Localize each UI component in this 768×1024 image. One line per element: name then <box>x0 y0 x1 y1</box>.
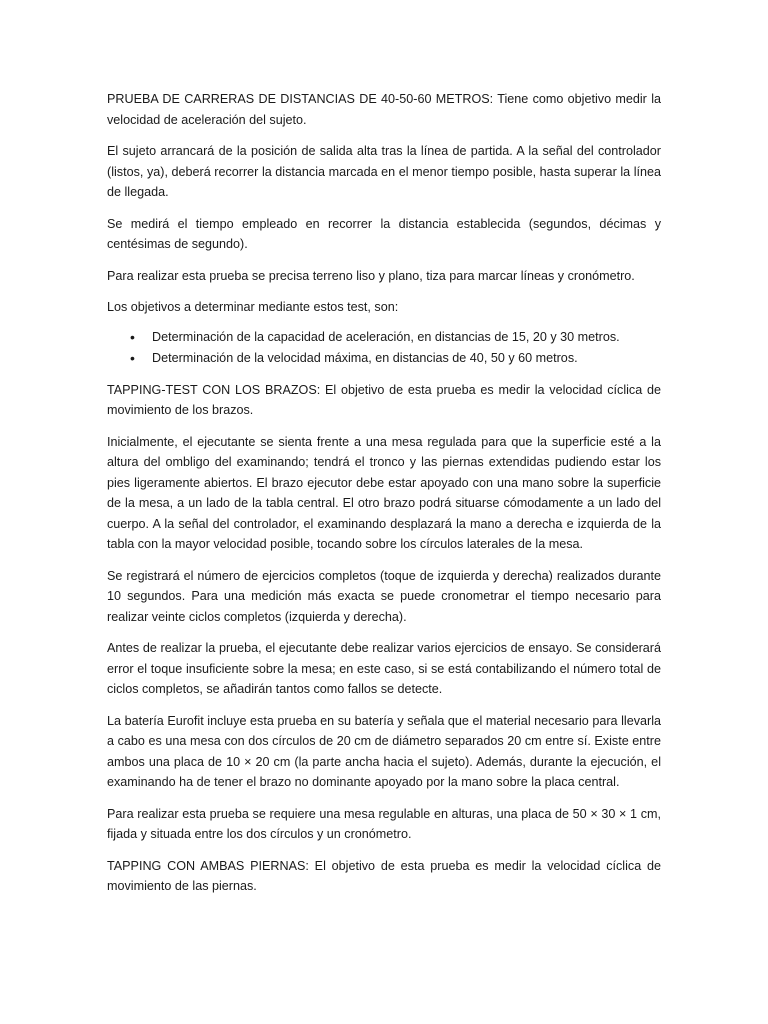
document-page <box>107 89 661 908</box>
paragraph-objectives-intro: Los objetivos a determinar mediante estos test, son: <box>107 300 399 314</box>
paragraph-eurofit: La batería Eurofit incluye esta prueba en su batería y señala que el material necesario para llevarla a cabo es una mesa con dos círculos de 20 cm de diámetro separados 20 cm entre sí. Existe entre ambos una placa de 10 × 20 cm (la parte ancha hacia el sujeto). Además, durante la ejecución, el examinando ha de tener el brazo no dominante apoyado por la mano sobre la placa central. <box>107 713 661 789</box>
list-item-text: Determinación de la capacidad de aceleración, en distancias de 15, 20 y 30 metros. <box>152 329 620 344</box>
paragraph-sprint-materials: Para realizar esta prueba se precisa terreno liso y plano, tiza para marcar líneas y cronómetro. <box>107 268 635 283</box>
paragraph-sprint-title: PRUEBA DE CARRERAS DE DISTANCIAS DE 40-50-60 METROS: Tiene como objetivo medir la velocidad de aceleración del sujeto. <box>107 92 661 127</box>
paragraph-tapping-arms-trials: Antes de realizar la prueba, el ejecutante debe realizar varios ejercicios de ensayo. Se considerará error el toque insuficiente sobre la mesa; en este caso, si se está contabilizando el número total de ciclos completos, se añadirán tantos como fallos se detecte. <box>107 641 661 696</box>
list-item <box>107 327 661 348</box>
list-item <box>107 348 661 369</box>
objectives-list <box>107 327 661 369</box>
paragraph-sprint-timing: Se medirá el tiempo empleado en recorrer la distancia establecida (segundos, décimas y centésimas de segundo). <box>107 216 661 251</box>
paragraph-tapping-arms-record: Se registrará el número de ejercicios completos (toque de izquierda y derecha) realizados durante 10 segundos. Para una medición más exacta se puede cronometrar el tiempo necesario para realizar veinte ciclos completos (izquierda y derecha). <box>107 568 661 624</box>
paragraph-tapping-arms-position: Inicialmente, el ejecutante se sienta frente a una mesa regulada para que la superficie esté a la altura del ombligo del examinando; tendrá el tronco y las piernas extendidas pudiendo estar los pies ligeramente abiertos. El brazo ejecutor debe estar apoyado con una mano sobre la superficie de la mesa, a un lado de la tabla central. El otro brazo podrá situarse cómodamente a un lado del cuerpo. A la señal del controlador, el examinando desplazará la mano a derecha e izquierda de la tabla con la mayor velocidad posible, tocando sobre los círculos laterales de la mesa. <box>107 434 661 551</box>
paragraph-sprint-start: El sujeto arrancará de la posición de salida alta tras la línea de partida. A la señal del controlador (listos, ya), deberá recorrer la distancia marcada en el menor tiempo posible, hasta superar la línea de llegada. <box>107 144 661 199</box>
paragraph-tapping-arms-title: TAPPING-TEST CON LOS BRAZOS: El objetivo de esta prueba es medir la velocidad cíclica de movimiento de los brazos. <box>107 382 661 417</box>
paragraph-tapping-legs-title: TAPPING CON AMBAS PIERNAS: El objetivo de esta prueba es medir la velocidad cíclica de movimiento de las piernas. <box>107 858 661 893</box>
bullet-icon: • <box>130 349 135 366</box>
paragraph-tapping-materials: Para realizar esta prueba se requiere una mesa regulable en alturas, una placa de 50 × 30 × 1 cm, fijada y situada entre los dos círculos y un cronómetro. <box>107 806 661 841</box>
bullet-icon: • <box>130 328 135 345</box>
list-item-text: Determinación de la velocidad máxima, en distancias de 40, 50 y 60 metros. <box>152 350 578 365</box>
